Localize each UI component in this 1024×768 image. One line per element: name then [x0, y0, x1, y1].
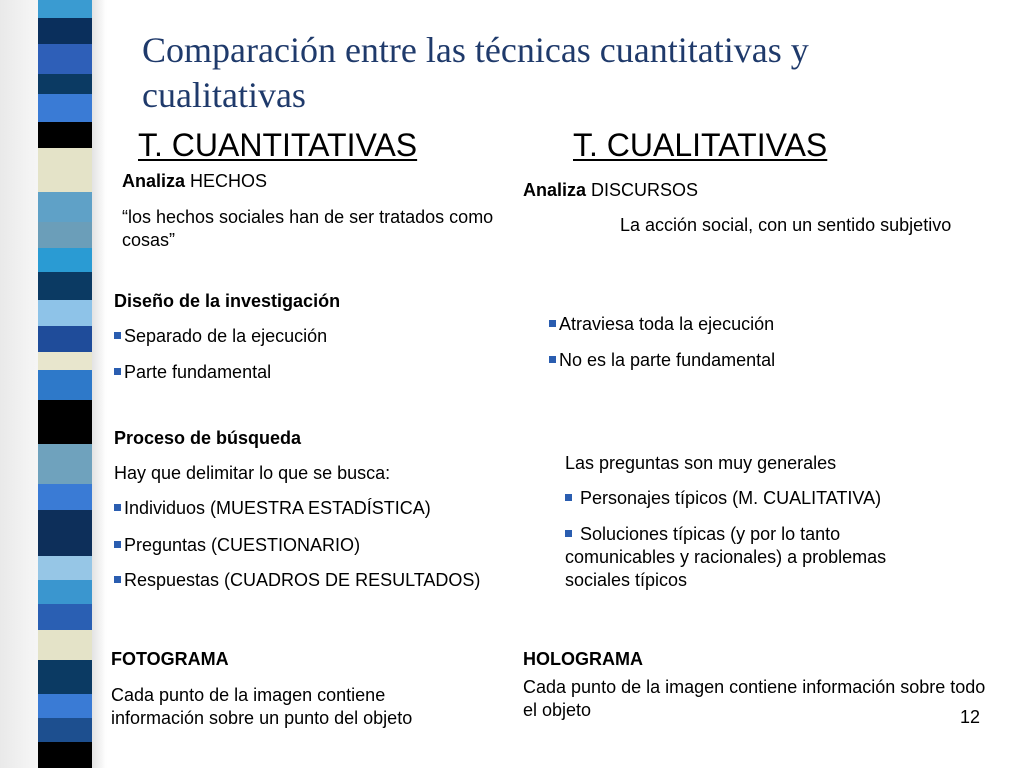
left-analiza-bold: Analiza: [122, 171, 186, 191]
bullet-icon: [114, 541, 121, 548]
left-image-heading: FOTOGRAMA: [111, 649, 229, 669]
left-quote: “los hechos sociales han de ser tratados como cosas”: [122, 207, 494, 250]
strip-block: [38, 444, 92, 484]
strip-block: [38, 192, 92, 222]
right-search-intro: Las preguntas son muy generales: [565, 453, 837, 473]
left-search-heading: Proceso de búsqueda: [114, 428, 302, 448]
bullet-icon: [114, 332, 121, 339]
strip-block: [38, 556, 92, 580]
strip-block: [38, 222, 92, 248]
heading-cualitativas: T. CUALITATIVAS: [573, 127, 828, 163]
slide-title: Comparación entre las técnicas cuantitativas y cualitativas: [142, 30, 809, 115]
bullet-icon: [549, 320, 556, 327]
strip-block: [38, 300, 92, 326]
strip-block: [38, 44, 92, 74]
strip-block: [38, 370, 92, 400]
left-analiza: [122, 170, 267, 193]
right-action: La acción social, con un sentido subjetivo: [620, 215, 952, 235]
bullet-icon: [565, 530, 572, 537]
strip-block: [38, 400, 92, 444]
strip-block: [38, 484, 92, 510]
bullet-icon: [114, 504, 121, 511]
strip-block: [38, 630, 92, 660]
decorative-strip: [38, 0, 92, 768]
right-analiza: [523, 179, 698, 202]
strip-block: [38, 580, 92, 604]
strip-block: [38, 74, 92, 94]
right-design-item: Atraviesa toda la ejecución: [549, 313, 774, 336]
strip-block: [38, 272, 92, 300]
bullet-icon: [565, 494, 572, 501]
strip-block: [38, 352, 92, 370]
strip-block: [38, 0, 92, 18]
strip-block: [38, 742, 92, 768]
left-image-text: Cada punto de la imagen contiene información sobre un punto del objeto: [111, 685, 413, 728]
bullet-icon: [549, 356, 556, 363]
left-search-item: Preguntas (CUESTIONARIO): [114, 534, 360, 557]
left-analiza-rest: HECHOS: [185, 171, 268, 191]
strip-block: [38, 94, 92, 122]
heading-cuantitativas: T. CUANTITATIVAS: [138, 127, 418, 163]
page-number: 12: [960, 707, 981, 727]
strip-block: [38, 604, 92, 630]
strip-block: [38, 248, 92, 272]
strip-block: [38, 660, 92, 694]
right-design-item: No es la parte fundamental: [549, 349, 775, 372]
bullet-icon: [114, 576, 121, 583]
strip-block: [38, 18, 92, 44]
right-analiza-rest: DISCURSOS: [586, 180, 699, 200]
right-analiza-bold: Analiza: [523, 180, 587, 200]
left-search-item: Respuestas (CUADROS DE RESULTADOS): [114, 569, 480, 592]
strip-block: [38, 694, 92, 718]
strip-block: [38, 326, 92, 352]
left-search-intro: Hay que delimitar lo que se busca:: [114, 463, 391, 483]
bullet-icon: [114, 368, 121, 375]
right-image-heading: HOLOGRAMA: [523, 649, 643, 669]
right-image-text: Cada punto de la imagen contiene información sobre todo el objeto: [523, 677, 986, 720]
strip-block: [38, 718, 92, 742]
right-search-item: Personajes típicos (M. CUALITATIVA): [565, 487, 881, 510]
strip-block: [38, 148, 92, 192]
strip-shadow-edge: [92, 0, 106, 768]
left-design-heading: Diseño de la investigación: [114, 291, 341, 311]
left-search-item: Individuos (MUESTRA ESTADÍSTICA): [114, 497, 431, 520]
strip-block: [38, 510, 92, 556]
left-design-item: Parte fundamental: [114, 361, 271, 384]
right-search-item: Soluciones típicas (y por lo tanto comunicables y racionales) a problemas sociales típicos: [565, 524, 887, 590]
left-design-item: Separado de la ejecución: [114, 325, 327, 348]
strip-block: [38, 122, 92, 148]
